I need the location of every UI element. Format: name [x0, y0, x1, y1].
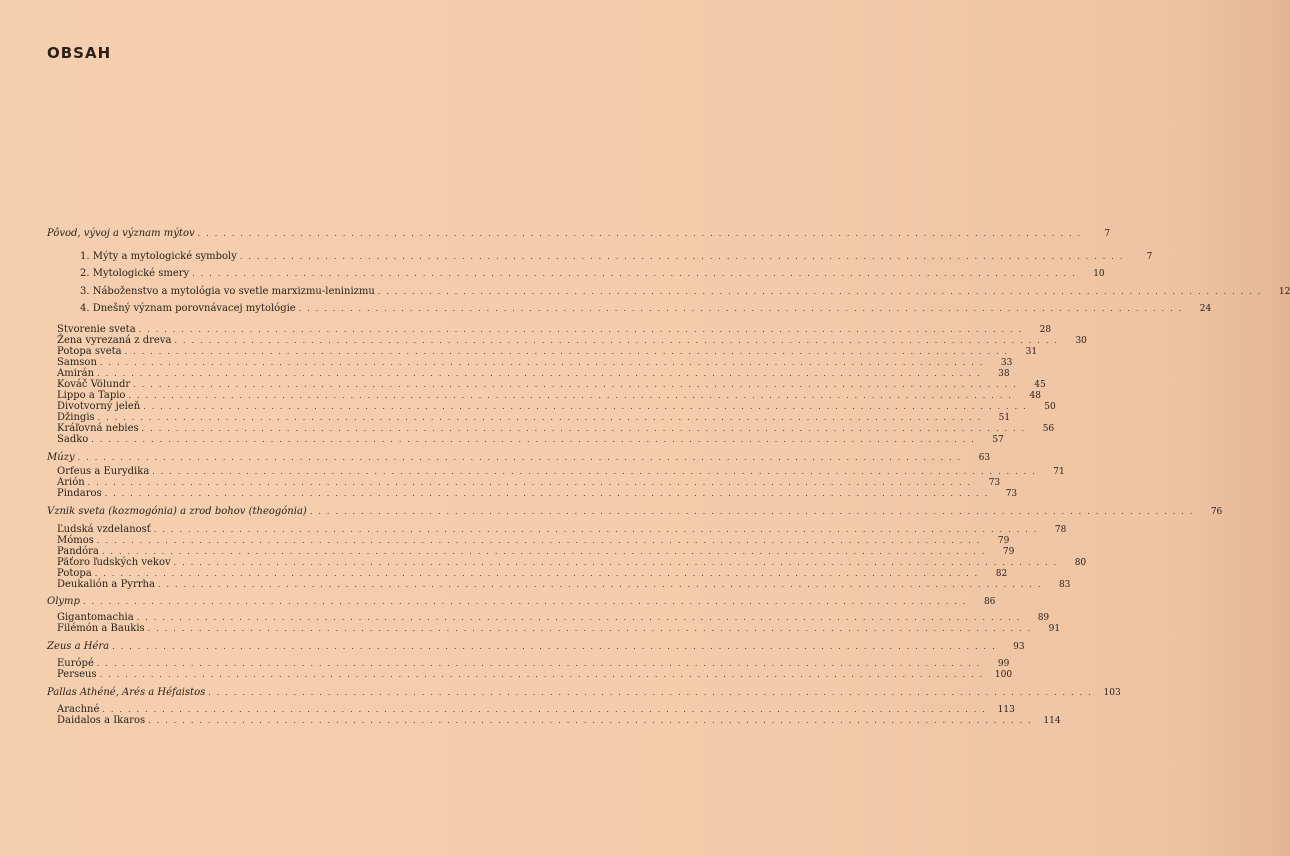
toc-page-number: 99 [997, 659, 1010, 669]
toc-entry [80, 286, 1290, 298]
toc-leader-dots: ........................................................................................................ [197, 229, 1087, 238]
toc-section-entry [47, 596, 996, 608]
toc-entry-title: Päťoro ľudských vekov [57, 557, 171, 568]
toc-entry-title: Orfeus a Eurydika [57, 466, 150, 477]
toc-page-number: 89 [1037, 613, 1050, 623]
toc-leader-dots: ........................................................................................................ [239, 252, 1129, 261]
toc-page-number: 63 [978, 453, 991, 463]
toc-leader-dots: ........................................................................................................ [148, 716, 1037, 725]
toc-section-entry [47, 228, 1111, 240]
toc-entry-title: Sadko [57, 434, 89, 445]
toc-entry [57, 434, 1004, 446]
toc-entry [57, 623, 1061, 635]
toc-entry-title: Zeus a Héra [47, 641, 110, 652]
toc-page-number: 45 [1034, 380, 1046, 390]
toc-entry-title: Divotvorný jeleň [57, 401, 141, 412]
toc-leader-dots: ........................................................................................................ [112, 642, 1001, 651]
toc-leader-dots: ........................................................................................................ [104, 489, 994, 498]
toc-entry-title: Lippo a Tapio [57, 390, 126, 401]
toc-page-number: 114 [1043, 716, 1061, 726]
toc-page-number: 93 [1013, 642, 1025, 652]
toc-entry-title: Pallas Athéné, Arés a Héfaistos [47, 687, 206, 698]
toc-leader-dots: ........................................................................................................ [192, 269, 1081, 278]
toc-entry [57, 715, 1061, 727]
toc-entry [57, 488, 1018, 500]
toc-page-number: 71 [1053, 467, 1065, 477]
page-title: OBSAH [47, 44, 112, 62]
toc-page-number: 91 [1048, 624, 1061, 634]
toc-entry-title: Arachné [57, 704, 100, 715]
toc-entry-title: Pôvod, vývoj a význam mýtov [47, 228, 195, 239]
toc-entry-title: Arión [57, 477, 85, 488]
toc-entry-title: Ľudská vzdelanosť [57, 524, 151, 535]
toc-page-number: 33 [1000, 358, 1013, 368]
toc-page-number: 100 [994, 670, 1013, 680]
toc-page-number: 7 [1146, 252, 1153, 262]
toc-entry-title: Deukalión a Pyrrha [57, 579, 155, 590]
toc-page-number: 48 [1029, 391, 1041, 401]
toc-leader-dots: ........................................................................................................ [298, 304, 1188, 313]
toc-leader-dots: ........................................................................................................ [143, 402, 1032, 411]
toc-entry-title: Olymp [47, 596, 80, 607]
toc-page-number: 50 [1044, 402, 1056, 412]
toc-leader-dots: ........................................................................................................ [77, 453, 967, 462]
toc-leader-dots: ........................................................................................................ [136, 613, 1026, 622]
toc-leader-dots: ........................................................................................................ [96, 659, 986, 668]
toc-entry-title: Potopa sveta [57, 346, 122, 357]
toc-leader-dots: ........................................................................................................ [101, 547, 991, 556]
toc-entry-title: Vznik sveta (kozmogónia) a zrod bohov (theogónia) [47, 506, 307, 517]
toc-entry [80, 303, 1212, 315]
toc-entry-title: Perseus [57, 669, 97, 680]
toc-page-number: 103 [1103, 688, 1121, 698]
toc-entry [80, 251, 1153, 263]
toc-page-number: 76 [1210, 507, 1223, 517]
toc-leader-dots: ........................................................................................................ [91, 435, 980, 444]
toc-entry [57, 669, 1013, 681]
toc-page-number: 73 [1005, 489, 1018, 499]
toc-entry-title: Filémón a Baukis [57, 623, 145, 634]
toc-entry-title: 2. Mytologické smery [80, 268, 190, 279]
toc-page-number: 30 [1075, 336, 1087, 346]
toc-entry-title: Múzy [47, 452, 75, 463]
toc-page-number: 79 [1002, 547, 1015, 557]
toc-section-entry [47, 506, 1223, 518]
toc-leader-dots: ........................................................................................................ [138, 325, 1028, 334]
toc-leader-dots: ........................................................................................................ [309, 507, 1199, 516]
toc-entry-title: Džingis [57, 412, 95, 423]
toc-entry-title: Kráľovná nebies [57, 423, 139, 434]
toc-page-number: 38 [998, 369, 1010, 379]
toc-page-number: 12 [1278, 287, 1290, 297]
toc-entry-title: Daidalos a Ikaros [57, 715, 146, 726]
toc-page-number: 113 [997, 705, 1015, 715]
toc-section-entry [47, 452, 991, 464]
toc-leader-dots: ........................................................................................................ [99, 358, 989, 367]
toc-entry-title: 1. Mýty a mytologické symboly [80, 251, 237, 262]
toc-leader-dots: ........................................................................................................ [152, 467, 1041, 476]
toc-page-number: 86 [983, 597, 996, 607]
toc-page-number: 80 [1074, 558, 1087, 568]
toc-entry [80, 268, 1105, 280]
toc-page-number: 24 [1199, 304, 1212, 314]
toc-leader-dots: ........................................................................................................ [96, 536, 986, 545]
toc-entry-title: 4. Dnešný význam porovnávacej mytológie [80, 303, 296, 314]
toc-page-number: 73 [988, 478, 1001, 488]
toc-leader-dots: ........................................................................................................ [141, 424, 1031, 433]
toc-leader-dots: ........................................................................................................ [147, 624, 1037, 633]
toc-entry-title: Mómos [57, 535, 94, 546]
toc-page-number: 28 [1039, 325, 1052, 335]
toc-entry-title: Potopa [57, 568, 92, 579]
toc-leader-dots: ........................................................................................................ [173, 558, 1063, 567]
toc-leader-dots: ........................................................................................................ [124, 347, 1014, 356]
toc-entry-title: Samson [57, 357, 97, 368]
toc-entry-title: Európé [57, 658, 94, 669]
toc-entry-title: Gigantomachia [57, 612, 134, 623]
toc-entry-title: Amirán [57, 368, 95, 379]
toc-page-number: 78 [1054, 525, 1067, 535]
toc-page-number: 31 [1025, 347, 1038, 357]
toc-leader-dots: ........................................................................................................ [208, 688, 1097, 697]
toc-leader-dots: ........................................................................................................ [157, 580, 1047, 589]
toc-page-number: 10 [1093, 269, 1105, 279]
toc-entry-title: Kováč Völundr [57, 379, 131, 390]
toc-section-entry [47, 641, 1025, 653]
toc-leader-dots: ........................................................................................................ [102, 705, 991, 714]
toc-page-number: 83 [1058, 580, 1071, 590]
toc-leader-dots: ........................................................................................................ [377, 287, 1267, 296]
toc-page-number: 51 [998, 413, 1011, 423]
toc-entry-title: Stvorenie sveta [57, 324, 136, 335]
toc-entry-title: Pindaros [57, 488, 102, 499]
toc-page-number: 82 [995, 569, 1008, 579]
toc-leader-dots: ........................................................................................................ [153, 525, 1043, 534]
toc-leader-dots: ........................................................................................................ [128, 391, 1017, 400]
toc-leader-dots: ........................................................................................................ [133, 380, 1022, 389]
toc-page-number: 7 [1104, 229, 1111, 239]
toc-leader-dots: ........................................................................................................ [97, 413, 987, 422]
toc-entry-title: 3. Náboženstvo a mytológia vo svetle marxizmu-leninizmu [80, 286, 375, 297]
toc-entry [57, 579, 1071, 591]
toc-entry-title: Pandóra [57, 546, 99, 557]
toc-leader-dots: ........................................................................................................ [99, 670, 989, 679]
toc-entry-title: Žena vyrezaná z dreva [57, 335, 172, 346]
toc-leader-dots: ........................................................................................................ [87, 478, 977, 487]
toc-page-number: 79 [997, 536, 1010, 546]
toc-leader-dots: ........................................................................................................ [174, 336, 1063, 345]
toc-page-number: 57 [992, 435, 1004, 445]
toc-leader-dots: ........................................................................................................ [94, 569, 984, 578]
toc-page-number: 56 [1042, 424, 1055, 434]
toc-leader-dots: ........................................................................................................ [97, 369, 986, 378]
toc-section-entry [47, 687, 1121, 699]
toc-leader-dots: ........................................................................................................ [82, 597, 972, 606]
